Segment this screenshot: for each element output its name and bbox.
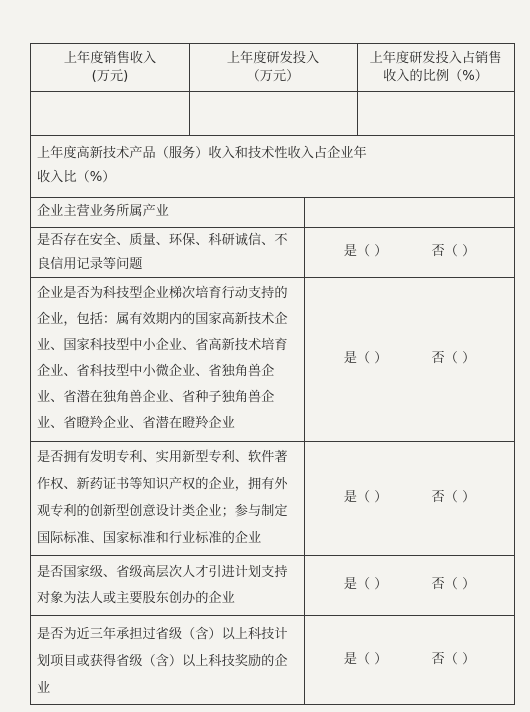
yes-option[interactable]: 是（ ） <box>343 490 388 505</box>
enterprise-info-table <box>30 43 515 705</box>
no-option[interactable]: 否（ ） <box>431 351 476 366</box>
no-option[interactable]: 否（ ） <box>431 651 476 667</box>
header-rd-investment: 上年度研发投入 （万元） <box>226 51 320 84</box>
sales-revenue-field[interactable] <box>31 91 189 135</box>
yes-option[interactable]: 是（ ） <box>343 244 388 259</box>
header-sales-revenue: 上年度销售收入 (万元) <box>63 51 157 84</box>
no-option[interactable]: 否（ ） <box>431 244 476 259</box>
yes-option[interactable]: 是（ ） <box>343 651 388 667</box>
rd-ratio-field[interactable] <box>357 91 514 135</box>
yes-option[interactable]: 是（ ） <box>343 577 388 592</box>
answer-tech-enterprise <box>305 277 514 441</box>
answer-ip-rights <box>305 441 514 555</box>
answer-talent-program <box>305 555 514 615</box>
header-rd-ratio: 上年度研发投入占销售 收入的比例（%） <box>369 51 502 84</box>
question-credit-issues: 是否存在安全、质量、环保、科研诚信、不良信用记录等问题 <box>37 233 288 272</box>
no-option[interactable]: 否（ ） <box>431 577 476 592</box>
question-tech-enterprise: 企业是否为科技型企业梯次培育行动支持的企业，包括：属有效期内的国家高新技术企业、国家科技型中小企业、省高新技术培育企业、省科技型中小微企业、省独角兽企业、省潜在独角兽企业、省种子独角兽企业、省瞪羚企业、省潜在瞪羚企业 <box>37 286 288 431</box>
main-industry-label: 企业主营业务所属产业 <box>37 204 169 219</box>
no-option[interactable]: 否（ ） <box>431 490 476 505</box>
hightech-income-ratio-label: 上年度高新技术产品（服务）收入和技术性收入占企业年收入比（%） <box>37 146 367 185</box>
question-sci-projects: 是否为近三年承担过省级（含）以上科技计划项目或获得省级（含）以上科技奖励的企业 <box>37 627 288 696</box>
answer-credit-issues <box>305 227 514 277</box>
main-industry-field[interactable] <box>305 197 514 227</box>
rd-investment-field[interactable] <box>189 91 357 135</box>
question-ip-rights: 是否拥有发明专利、实用新型专利、软件著作权、新药证书等知识产权的企业，拥有外观专利的创新型创意设计类企业；参与制定国际标准、国家标准和行业标准的企业 <box>37 450 288 546</box>
answer-sci-projects <box>305 615 514 704</box>
hightech-income-ratio-field[interactable] <box>371 135 514 197</box>
question-talent-program: 是否国家级、省级高层次人才引进计划支持对象为法人或主要股东创办的企业 <box>37 565 288 606</box>
yes-option[interactable]: 是（ ） <box>343 351 388 366</box>
